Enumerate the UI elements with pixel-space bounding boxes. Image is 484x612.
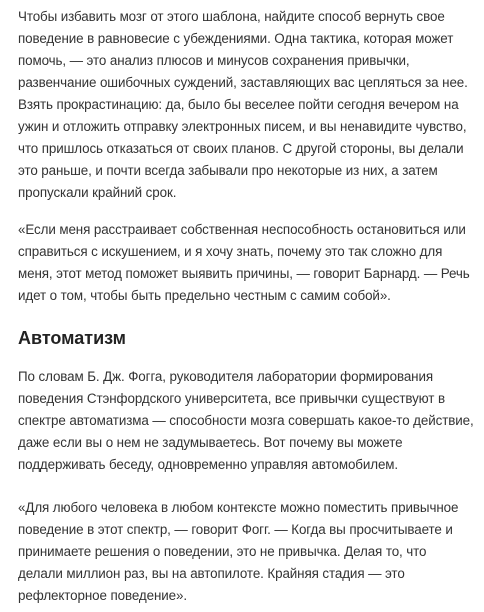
quote-fogg: «Для любого человека в любом контексте можно поместить привычное поведение в этот спектр, — говорит Фогг. — Когда вы просчитываете и принимаете решения о поведении, это не привычка. Делая то, что делали миллион раз, вы на автопилоте. Крайняя стадия — это рефлекторное поведение».: [18, 500, 459, 603]
section-heading: Автоматизм: [18, 328, 126, 348]
paragraph-habit-pattern: Чтобы избавить мозг от этого шаблона, найдите способ вернуть свое поведение в равновесие с убеждениями. Одна тактика, которая может помочь, — это анализ плюсов и минусов сохранения привычки, развенчание ошибочных суждений, заставляющих вас цепляться за нее. Взять прокрастинацию: да, было бы веселее пойти сегодня вечером на ужин и отложить отправку электронных писем, и вы ненавидите чувство, что пришлось отказаться от своих планов. С другой стороны, вы делали это раньше, и почти всегда забывали про некоторые из них, а затем пропускали крайний срок.: [18, 9, 468, 200]
quote-barnard: «Если меня расстраивает собственная неспособность остановиться или справиться с искушением, и я хочу знать, почему это так сложно для меня, этот метод поможет выявить причины, — говорит Барнард. — Речь идет о том, чтобы быть предельно честным с самим собой».: [18, 222, 470, 303]
paragraph-fogg: По словам Б. Дж. Фогга, руководителя лаборатории формирования поведения Стэнфордского университета, все привычки существуют в спектре автоматизма — способности мозга совершать какое-то действие, даже если вы о нем не задумываетесь. Вот почему вы можете поддерживать беседу, одновременно управляя автомобилем.: [18, 369, 474, 472]
